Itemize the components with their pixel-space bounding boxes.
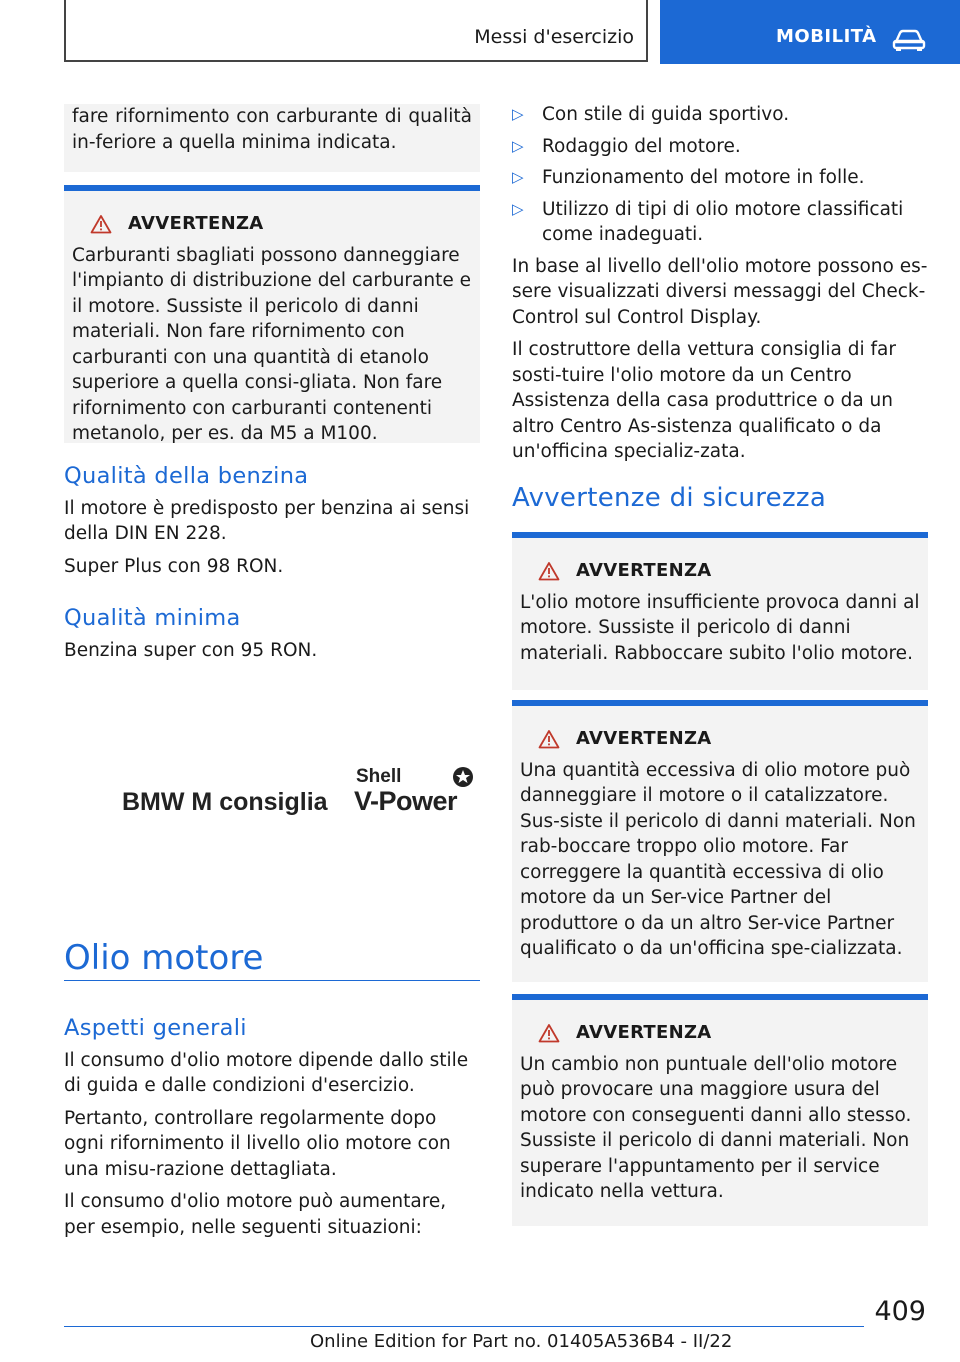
min-quality-section <box>64 606 480 670</box>
general-section <box>64 1016 480 1247</box>
warning-triangle-icon <box>538 1023 560 1043</box>
note-box <box>64 104 480 172</box>
list-item: ▷ Con stile di guida sportivo. <box>512 102 928 128</box>
shell-vpower-logo <box>64 756 480 826</box>
warning-text: L'olio motore insufficiente provoca danni al motore. Sussiste il pericolo di danni materiali. Rabboccare subito l'olio motore. <box>520 591 920 664</box>
logo-shell-text: Shell <box>356 766 402 787</box>
bullet-marker-icon: ▷ <box>512 168 524 186</box>
warning-triangle-icon <box>90 214 112 234</box>
list-item: ▷ Funzionamento del motore in folle. <box>512 165 928 191</box>
warning-title: AVVERTENZA <box>576 560 712 581</box>
warning-text: Una quantità eccessiva di olio motore può danneggiare il motore o il catalizzatore. Sus-siste il pericolo di danni materiali. Non rab-boccare troppo olio motore. Far correggere la quantità eccessiva di olio motore da un Ser-vice Partner del produttore o da un altro Ser-vice Partner qualificato o da un'officina spe-cializzata. <box>520 759 916 959</box>
warning-title: AVVERTENZA <box>576 1022 712 1043</box>
section-heading: Qualità minima <box>64 605 241 631</box>
bullet-marker-icon: ▷ <box>512 199 524 218</box>
bullet-marker-icon: ▷ <box>512 136 524 155</box>
safety-heading-block <box>512 483 928 518</box>
warning-text: Un cambio non puntuale dell'olio motore può provocare una maggiore usura del motore con conseguenti danni allo stesso. Sussiste il pericolo di danni materiali. Non superare l'appuntamento per il service indicato nella vettura. <box>520 1053 912 1202</box>
car-icon <box>892 28 926 52</box>
paragraph: Il consumo d'olio motore dipende dallo stile di guida e dalle condizioni d'esercizio. <box>64 1049 469 1096</box>
page-number: 409 <box>874 1296 926 1327</box>
chapter-heading: Olio motore <box>64 938 264 978</box>
warning-triangle-icon <box>538 729 560 749</box>
paragraph: Il motore è predisposto per benzina ai sensi della DIN EN 228. <box>64 497 470 544</box>
section-heading: Avvertenze di sicurezza <box>512 483 827 513</box>
warning-box-fuel <box>64 185 480 443</box>
paragraph: Benzina super con 95 RON. <box>64 639 318 661</box>
petrol-section <box>64 464 480 586</box>
paragraph: In base al livello dell'olio motore possono es-sere visualizzati diversi messaggi del Check-Control sul Control Display. <box>512 255 928 328</box>
paragraph: Pertanto, controllare regolarmente dopo ogni rifornimento il livello olio motore con una misu-razione dettagliata. <box>64 1107 451 1180</box>
paragraph: Il costruttore della vettura consiglia di far sosti-tuire l'olio motore da un Centro Assistenza della casa produttrice o da un altro Centro As-sistenza qualificato o da un'officina specializ-zata. <box>512 339 896 462</box>
paragraph: Il consumo d'olio motore può aumentare, per esempio, nelle seguenti situazioni: <box>64 1191 447 1238</box>
warning-text: Carburanti sbagliati possono danneggiare l'impianto di distribuzione del carburante e il motore. Sussiste il pericolo di danni materiali. Non fare rifornimento con carburanti con una quantità di etanolo superiore a quella consi-gliata. Non fare rifornimento con carburanti contenenti metanolo, per es. da M5 a M100. <box>72 244 471 444</box>
header-section-title: Messi d'esercizio <box>474 26 634 48</box>
heading-rule <box>64 980 480 981</box>
list-item: ▷ Rodaggio del motore. <box>512 134 928 160</box>
warning-box-oil-change <box>512 994 928 1226</box>
section-heading: Aspetti generali <box>64 1015 247 1041</box>
shell-emblem-icon <box>452 766 474 788</box>
bullet-marker-icon: ▷ <box>512 105 524 123</box>
header-chapter-label: MOBILITÀ <box>776 26 877 47</box>
section-heading: Qualità della benzina <box>64 463 309 489</box>
edition-label: Online Edition for Part no. 01405A536B4 - II/22 <box>310 1331 733 1352</box>
right-column-text <box>512 102 928 472</box>
list-item: ▷ Utilizzo di tipi di olio motore classificati come inadeguati. <box>512 198 904 245</box>
note-text: fare rifornimento con carburante di qualità in-feriore a quella minima indicata. <box>72 106 472 153</box>
warning-title: AVVERTENZA <box>128 213 264 234</box>
header-chapter-tab <box>660 0 960 64</box>
warning-title: AVVERTENZA <box>576 728 712 749</box>
oil-chapter <box>64 938 480 981</box>
logo-bmw-text: BMW M consiglia <box>122 788 328 816</box>
warning-triangle-icon <box>538 561 560 581</box>
warning-box-oil-excess <box>512 700 928 982</box>
logo-vpower-text: V-Power <box>354 786 458 816</box>
warning-box-oil-low <box>512 532 928 690</box>
bullet-list <box>512 102 928 248</box>
paragraph: Super Plus con 98 RON. <box>64 555 284 577</box>
footer-rule <box>64 1326 864 1327</box>
